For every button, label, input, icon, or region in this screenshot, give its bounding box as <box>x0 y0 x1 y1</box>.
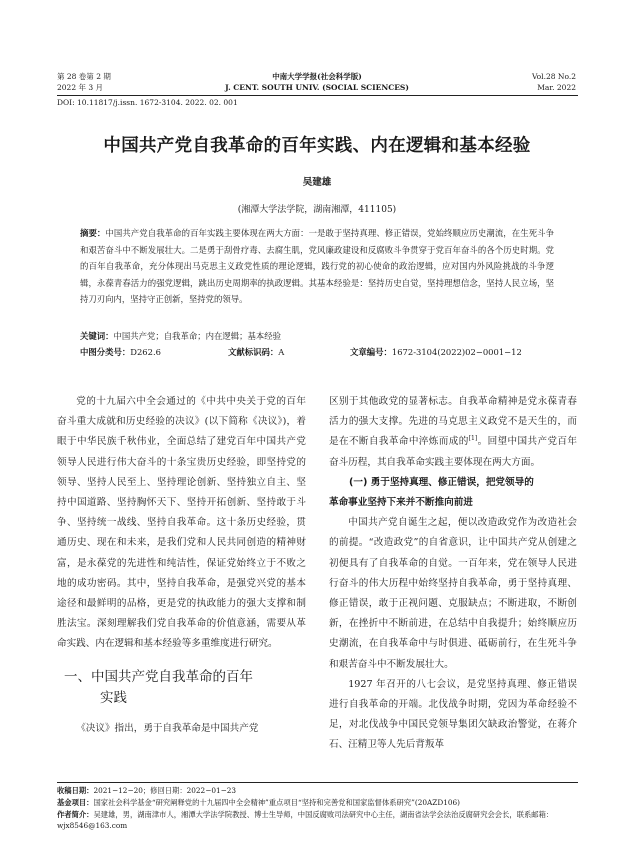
author-bio <box>57 809 578 831</box>
section-1-heading-line2: 实践 <box>100 689 127 706</box>
article-number-label: 文章编号： <box>350 347 392 357</box>
subsection-1-heading-line2: 革命事业坚持下来并不断推向前进 <box>329 497 473 509</box>
right-paragraph-2: 中国共产党自诞生之起，便以改造政党作为改造社会的前提。“改造政党”的自省意识，让中国共产党从创建之初便具有了自我革命的自觉。一百年来，党在领导人民进行奋斗的伟大历程中始终坚持自我革命，勇于坚持真理、修正错误，敢于正视问题、克服缺点；不断进取，不断创新，在挫折中不断前进，在总结中自我提升；始终顺应历史潮流，在自我革命中与时俱进、砥砺前行，在生死斗争和艰苦奋斗中不断发展壮大。 <box>329 517 577 670</box>
author-name: 吴建雄 <box>302 177 332 188</box>
fund-value: 国家社会科学基金“研究阐释党的十九届四中全会精神”重点项目“坚持和完善党和国家监督体系研究”(20AZD106) <box>93 798 460 807</box>
right-column <box>329 392 577 756</box>
right-paragraph-3: 1927 年召开的八七会议，是党坚持真理、修正错误进行自我革命的开端。北伐战争时期，党因为革命经验不足，对北伐战争中国民党领导集团欠缺政治警觉，在蒋介石、汪精卫等人先后背叛革 <box>329 678 577 751</box>
clc-value: D262.6 <box>130 347 161 357</box>
section-1-paragraph: 《决议》指出，勇于自我革命是中国共产党 <box>76 722 259 734</box>
subsection-1-heading-line1: (一) 勇于坚持真理、修正错误，把党领导的 <box>349 476 534 488</box>
abstract-label: 摘要： <box>80 228 106 238</box>
right-paragraph-1-text-b: 。回望中国共产党百年奋斗历程，其自我革命实践主要体现在两大方面。 <box>329 436 578 468</box>
header-rule <box>57 95 578 96</box>
subsection-1-heading <box>329 473 577 513</box>
received-label: 收稿日期： <box>57 786 94 795</box>
bio-value: 吴建雄，男，湖南津市人，湘潭大学法学院教授、博士生导师，中国反腐败司法研究中心主任，湖南省法学会法治反腐研究会会长，联系邮箱：wjx8546@163.com <box>57 810 554 830</box>
section-1-heading <box>57 667 306 709</box>
citation-1: [1] <box>468 435 478 443</box>
doc-code <box>228 346 284 358</box>
abstract <box>80 225 554 308</box>
left-column <box>57 392 306 739</box>
section-1-heading-line1: 一、中国共产党自我革命的百年 <box>64 668 253 685</box>
doi: DOI: 10.11817/j.issn. 1672-3104. 2022. 02. 001 <box>57 98 238 107</box>
received-date <box>57 785 578 796</box>
abstract-text: 中国共产党自我革命的百年实践主要体现在两大方面：一是敢于坚持真理、修正错误，党始终顺应历史潮流，在生死斗争和艰苦奋斗中不断发展壮大。二是勇于刮骨疗毒、去腐生肌，党风廉政建设和反腐败斗争贯穿于党百年奋斗的各个历史时期。党的百年自我革命，充分体现出马克思主义政党性质的理论逻辑，践行党的初心使命的政治逻辑，应对国内外风险挑战的斗争逻辑，永葆青春活力的强党逻辑，跳出历史周期率的执政逻辑。其基本经验是：坚持历史自觉，坚持理想信念，坚持人民立场，坚持刀刃向内，坚持守正创新，坚持党的领导。 <box>80 228 555 304</box>
fund-info <box>57 797 578 808</box>
clc <box>80 346 161 358</box>
article-number-value: 1672-3104(2022)02−0001−12 <box>391 347 522 357</box>
journal-name-cn: 中南大学学报(社会科学版) <box>272 72 362 81</box>
article-number <box>350 346 522 358</box>
fund-label: 基金项目： <box>57 798 94 807</box>
clc-label: 中图分类号： <box>80 347 131 357</box>
bio-label: 作者简介： <box>57 810 94 819</box>
doc-code-value: A <box>278 347 285 357</box>
publication-date: 2022 年 3 月 <box>57 83 104 92</box>
right-paragraph-1 <box>329 392 577 473</box>
intro-paragraph: 党的十九届六中全会通过的《中共中央关于党的百年奋斗重大成就和历史经验的决议》(以下简称《决议》)，着眼于中华民族千秋伟业，全面总结了建党百年中国共产党领导人民进行伟大奋斗的十条宝贵历史经验，即坚持党的领导、坚持人民至上、坚持理论创新、坚持独立自主、坚持中国道路、坚持胸怀天下、坚持开拓创新、坚持敢于斗争、坚持统一战线、坚持自我革命。这十条历史经验，贯通历史、现在和未来，是我们党和人民共同创造的精神财富，是永葆党的先进性和纯洁性，保证党始终立于不败之地的成功密码。其中，坚持自我革命，是强党兴党的基本途径和最鲜明的品格，更是党的执政能力的强大支撑和制胜法宝。深刻理解我们党自我革命的价值意涵，需要从革命实践、内在逻辑和基本经验等多重维度进行研究。 <box>57 396 306 650</box>
article-title: 中国共产党自我革命的百年实践、内在逻辑和基本经验 <box>103 136 531 156</box>
date-en: Mar. 2022 <box>537 83 576 92</box>
keywords <box>80 330 281 342</box>
keywords-label: 关键词： <box>80 331 114 341</box>
keywords-text: 中国共产党；自我革命；内在逻辑；基本经验 <box>113 331 281 341</box>
volume-issue: 第 28 卷第 2 期 <box>57 72 111 81</box>
journal-name-en: J. CENT. SOUTH UNIV. (SOCIAL SCIENCES) <box>225 83 409 92</box>
footer-rule <box>57 782 578 783</box>
received-value: 2021−12−20；修回日期：2022−01−23 <box>93 786 237 795</box>
right-paragraph-1-text-a: 区别于其他政党的显著标志。自我革命精神是党永葆青春活力的强大支撑。先进的马克思主义政党不是天生的，而是在不断自我革命中淬炼而成的 <box>329 396 577 448</box>
doc-code-label: 文献标识码： <box>228 347 279 357</box>
author-affiliation: (湘潭大学法学院，湖南湘潭，411105) <box>237 205 397 215</box>
volume-en: Vol.28 No.2 <box>531 72 576 81</box>
